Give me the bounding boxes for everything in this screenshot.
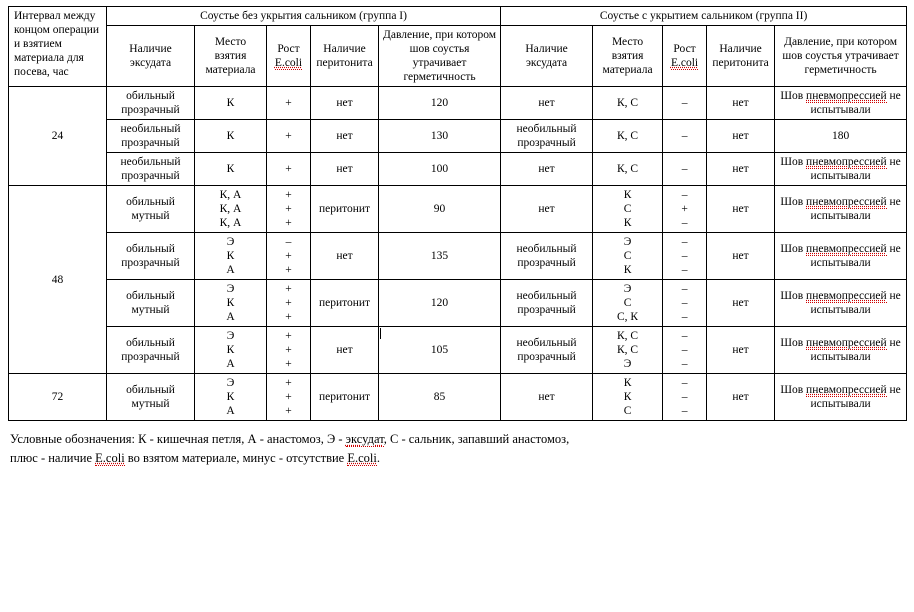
cell-g2-pressure: Шов пневмопрессией не испытывали [775,153,907,186]
cell-g1-exudate: обильный мутный [107,374,195,421]
cell-g2-pressure: Шов пневмопрессией не испытывали [775,280,907,327]
spellcheck-term: пневмопрессией [806,90,887,103]
cell-g2-exudate: необильный прозрачный [501,327,593,374]
cell-g2-growth: – – – [663,374,707,421]
column-header-g1-peritonitis: Наличие перитонита [311,26,379,87]
cell-g2-site: К С К [593,186,663,233]
column-header-g2-peritonitis: Наличие перитонита [707,26,775,87]
cell-g1-pressure: 120 [379,280,501,327]
group-header-2: Соустье с укрытием сальником (группа II) [501,7,907,26]
spellcheck-term: пневмопрессией [806,290,887,303]
cell-g1-site: Э К А [195,327,267,374]
cell-g2-exudate: нет [501,374,593,421]
spellcheck-term: пневмопрессией [806,196,887,209]
group-header-1: Соустье без укрытия сальником (группа I) [107,7,501,26]
cell-g2-peritonitis: нет [707,153,775,186]
cell-g1-site: Э К А [195,233,267,280]
cell-g2-peritonitis: нет [707,280,775,327]
spellcheck-ecoli: E.coli [274,57,303,70]
column-header-interval: Интервал между концом операции и взятием материала для посева, час [9,7,107,87]
cell-g1-pressure: 120 [379,87,501,120]
spellcheck-term: E.coli [347,450,377,465]
cell-g2-peritonitis: нет [707,327,775,374]
table-row [9,186,907,233]
table-row [9,280,907,327]
column-header-g1-exudate: Наличие эксудата [107,26,195,87]
cell-g1-peritonitis: перитонит [311,280,379,327]
cell-g1-pressure: 90 [379,186,501,233]
cell-g1-site: К [195,87,267,120]
cell-g2-site: Э С К [593,233,663,280]
cell-g2-peritonitis: нет [707,87,775,120]
cell-g1-growth: + [267,87,311,120]
cell-g1-site: К [195,153,267,186]
cell-g2-site: К, С [593,153,663,186]
cell-g1-exudate: необильный прозрачный [107,153,195,186]
cell-g1-site: Э К А [195,280,267,327]
column-header-g2-growth: Рост E.coli [663,26,707,87]
cell-g2-pressure: Шов пневмопрессией не испытывали [775,374,907,421]
column-header-g2-pressure: Давление, при котором шов соустья утрачивает герметичность [775,26,907,87]
cell-g1-growth: + + + [267,327,311,374]
cell-g2-growth: – – – [663,233,707,280]
cell-g1-growth: + + + [267,374,311,421]
cell-g1-peritonitis: нет [311,153,379,186]
cell-g2-peritonitis: нет [707,120,775,153]
interval-cell: 72 [9,374,107,421]
cell-g1-growth: + + + [267,280,311,327]
column-header-g1-site: Место взятия материала [195,26,267,87]
cell-g2-pressure: 180 [775,120,907,153]
cell-g1-pressure: 85 [379,374,501,421]
cell-g2-site: К, С К, С Э [593,327,663,374]
table-row [9,153,907,186]
cell-g1-peritonitis: нет [311,327,379,374]
legend-line-2: плюс - наличие E.coli во взятом материале, минус - отсутствие E.coli. [10,450,380,465]
legend [8,430,906,466]
spellcheck-term: пневмопрессией [806,243,887,256]
cell-g2-growth: – [663,153,707,186]
table-row [9,327,907,374]
cell-g1-exudate: обильный прозрачный [107,87,195,120]
spellcheck-term: пневмопрессией [806,156,887,169]
cell-g2-site: К, С [593,120,663,153]
cell-g2-pressure: Шов пневмопрессией не испытывали [775,186,907,233]
cell-g2-growth: – + – [663,186,707,233]
table-row [9,233,907,280]
legend-line-1: Условные обозначения: К - кишечная петля, А - анастомоз, Э - эксудат, С - сальник, запавший анастомоз, [10,432,570,447]
cell-g1-growth: + [267,153,311,186]
cell-g1-pressure: 100 [379,153,501,186]
cell-g1-growth: – + + [267,233,311,280]
spellcheck-ecoli: E.coli [670,57,699,70]
table-row [9,87,907,120]
cell-g2-site: Э С С, К [593,280,663,327]
spellcheck-term: E.coli [95,450,125,465]
table-header [9,7,907,87]
cell-g2-exudate: нет [501,153,593,186]
cell-g2-exudate: необильный прозрачный [501,233,593,280]
cell-g2-pressure: Шов пневмопрессией не испытывали [775,87,907,120]
cell-g2-peritonitis: нет [707,374,775,421]
cell-g2-exudate: необильный прозрачный [501,120,593,153]
cell-g1-pressure: 105 [379,327,501,374]
cell-g2-exudate: нет [501,186,593,233]
cell-g2-growth: – [663,120,707,153]
cell-g1-pressure: 130 [379,120,501,153]
spellcheck-term: эксудат [345,432,384,447]
cell-g1-peritonitis: перитонит [311,374,379,421]
cell-g1-exudate: обильный мутный [107,186,195,233]
cell-g1-site: Э К А [195,374,267,421]
cell-g1-site: К, А К, А К, А [195,186,267,233]
spellcheck-term: пневмопрессией [806,384,887,397]
cell-g2-peritonitis: нет [707,233,775,280]
cell-g1-peritonitis: перитонит [311,186,379,233]
cell-g2-growth: – [663,87,707,120]
cell-g1-growth: + [267,120,311,153]
column-header-row [9,26,907,87]
interval-cell: 24 [9,87,107,186]
column-header-g1-growth: Рост E.coli [267,26,311,87]
cell-g1-exudate: необильный прозрачный [107,120,195,153]
spellcheck-term: пневмопрессией [806,337,887,350]
cell-g1-site: К [195,120,267,153]
cell-g2-site: К, С [593,87,663,120]
cell-g2-peritonitis: нет [707,186,775,233]
group-header-row [9,7,907,26]
column-header-g1-pressure: Давление, при котором шов соустья утрачивает герметичность [379,26,501,87]
cell-g1-exudate: обильный прозрачный [107,327,195,374]
table-body [9,87,907,421]
cell-g2-exudate: необильный прозрачный [501,280,593,327]
interval-cell: 48 [9,186,107,374]
column-header-g2-exudate: Наличие эксудата [501,26,593,87]
results-table [8,6,907,421]
cell-g2-growth: – – – [663,327,707,374]
cell-g1-pressure: 135 [379,233,501,280]
cell-g1-growth: + + + [267,186,311,233]
cell-g1-exudate: обильный прозрачный [107,233,195,280]
cell-g2-growth: – – – [663,280,707,327]
table-row [9,120,907,153]
cell-g1-peritonitis: нет [311,87,379,120]
cell-g1-peritonitis: нет [311,233,379,280]
table-row [9,374,907,421]
cell-g1-exudate: обильный мутный [107,280,195,327]
cell-g2-pressure: Шов пневмопрессией не испытывали [775,233,907,280]
cell-g2-exudate: нет [501,87,593,120]
cell-g2-site: К К С [593,374,663,421]
column-header-g2-site: Место взятия материала [593,26,663,87]
cell-g2-pressure: Шов пневмопрессией не испытывали [775,327,907,374]
cell-g1-peritonitis: нет [311,120,379,153]
